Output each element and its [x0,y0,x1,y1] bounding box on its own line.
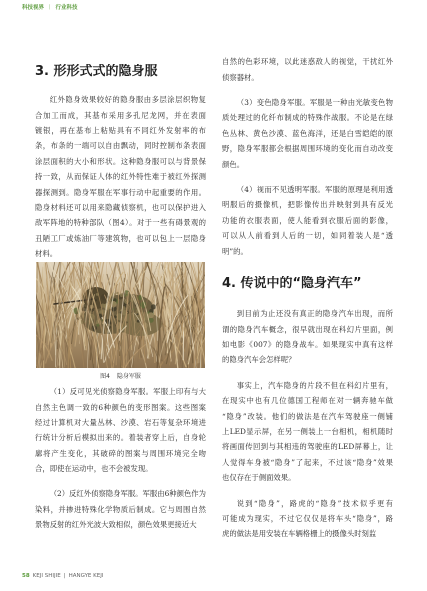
text-line: 虎的做法是用安装在车辆格栅上的摄像头时刻监 [222,529,377,539]
text-line: 涂层面积的大小和形状。这种隐身服可以与背景保 [35,156,206,166]
text-line: 到目前为止还没有真正的隐身汽车出现，而所 [236,309,393,319]
text-line: 上LED显示屏，在另一侧装上一台相机，相机随时 [222,427,393,437]
camouflage-patch [96,324,99,327]
text-line: 行统计分析后模拟出来的。着装者穿上后，自身轮 [35,433,206,443]
text-line: 明”的。 [222,246,248,256]
text-line: 如电影《007》的隐身战车。如果现实中真有这样 [222,340,393,350]
text-line: 明服后的摄像机，把影像传出并映射到具有反光 [222,200,393,210]
text-line: 也仅存在于侧面效果。 [222,473,296,483]
running-header [22,4,78,12]
text-line: 镀银，再在基布上粘贴具有不同红外发射率的布 [35,126,206,136]
text-line: 野，隐身军服都会根据周围环境的变化而自动改变 [222,144,393,154]
figure-title: 隐身军服 [116,373,141,380]
camouflage-patch [148,312,154,318]
figure-4-photo [36,262,205,368]
text-line: 颜色。 [222,159,245,169]
intro-paragraph [35,92,206,261]
text-line: 材料。 [35,249,58,259]
text-line: 器探测到。隐身军服在军事行动中起重要的作用。 [35,187,206,197]
text-line: （3）变色隐身军服。军服是一种由光敏变色物 [236,98,393,108]
text-line: （4）视而不见透明军服。军服的原理是利用透 [236,185,393,195]
text-line: （1）反可见光侦察隐身军服。军服上印有与大 [49,387,206,397]
camouflage-photo [36,262,205,368]
text-line: 质处理过的化纤布制成的特殊作战服。不论是在绿 [222,113,393,123]
text-line: 侦察器材。 [222,72,259,82]
text-line: 廓将产生变化，其破碎的图案与周围环境完全吻 [35,448,206,458]
footer-section: HANGYE KEJI [68,573,104,579]
footer-magazine: KEJI SHIJIE [32,573,61,579]
item-3-paragraph [222,95,393,172]
section-heading-3: 3. 形形式式的隐身服 [35,64,158,79]
text-line: 丑陋工厂或炼油厂等建筑物，也可以包上一层隐身 [35,233,206,243]
page-number: 58 [22,573,30,579]
footer-separator: | [63,573,66,579]
text-line: 谓的隐身汽车概念，很早就出现在科幻片里面，例 [222,324,393,334]
text-line: 景物反射的红外光波大致相似，颜色效果更接近大 [35,520,197,530]
text-line: （2）反红外侦察隐身军服。军服由6种颜色作为 [49,489,206,499]
text-line: 色丛林、黄色沙漠、蓝色海洋，还是白雪皑皑的原 [222,128,393,138]
camouflage-patch [96,322,98,324]
text-line: 条，布条的一端可以自由飘动，同时控制布条表面 [35,141,206,151]
continued-paragraph [222,54,393,85]
section-heading-4: 4. 传说中的“隐身汽车” [222,276,362,291]
text-line: 说到“隐身”，路虎的“隐身”技术似乎更有 [236,498,393,508]
text-line: 自然的色彩环境，以此迷惑敌人的视觉，干扰红外 [222,57,393,67]
header-separator: 丨 [47,5,53,11]
figure-label: 图4 [100,373,110,380]
section-name: 行业科技 [55,5,78,11]
text-line: 染料，并掺进特殊化学物质后制成。它与周围自然 [35,504,206,514]
camouflage-patch [151,304,156,309]
text-line: 持一致，从而保证人体的红外特性难于被红外探测 [35,172,206,182]
running-footer [22,572,103,580]
text-line: “隐身”改装。他们的做法是在汽车驾驶座一侧铺 [222,411,393,421]
car-paragraph-2 [222,378,393,486]
figure-caption [35,372,206,381]
text-line: 敌军阵地的特种部队（图4）。对于一些有碍景观的 [35,218,206,228]
text-line: 将画面传回到与其相违的驾驶座的LED屏幕上，让 [222,442,393,452]
text-line: 隐身材料还可以用来隐藏侦察机，也可以保护进入 [35,203,206,213]
text-line: 合，即使在运动中，也不会被发现。 [35,464,153,474]
text-line: 可能成为现实，不过它仅仅是将车头“隐身”，路 [222,514,393,524]
car-paragraph-3 [222,496,393,542]
item-4-paragraph [222,182,393,259]
text-line: 合加工而成，其基布采用多孔尼龙网，并在表面 [35,110,206,120]
camouflage-patch [137,313,139,315]
text-line: 事实上，汽车隐身的片段不但在科幻片里有， [236,380,393,390]
item-2-paragraph [35,486,206,532]
item-1-paragraph [35,384,206,476]
text-line: 的隐身汽车会怎样呢？ [222,355,296,365]
text-line: 红外隐身效果较好的隐身服由多层涂层织物复 [49,95,206,105]
text-line: 在现实中也有几位德国工程师在对一辆奔驰车做 [222,396,393,406]
car-paragraph-1 [222,306,393,368]
text-line: 自然主色调一致的6种颜色的变形图案。这些图案 [35,402,206,412]
text-line: 功能的衣服表面，使人能看到衣服后面的影像， [222,215,393,225]
text-line: 经过计算机对大量丛林、沙漠、岩石等复杂环境进 [35,418,206,428]
text-line: 人觉得车身被“隐身”了起来，不过该“隐身”效果 [222,457,393,467]
magazine-name: 科技视界 [22,5,45,11]
text-line: 可以从人前看到人后的一切，如同着装人是“透 [222,231,393,241]
